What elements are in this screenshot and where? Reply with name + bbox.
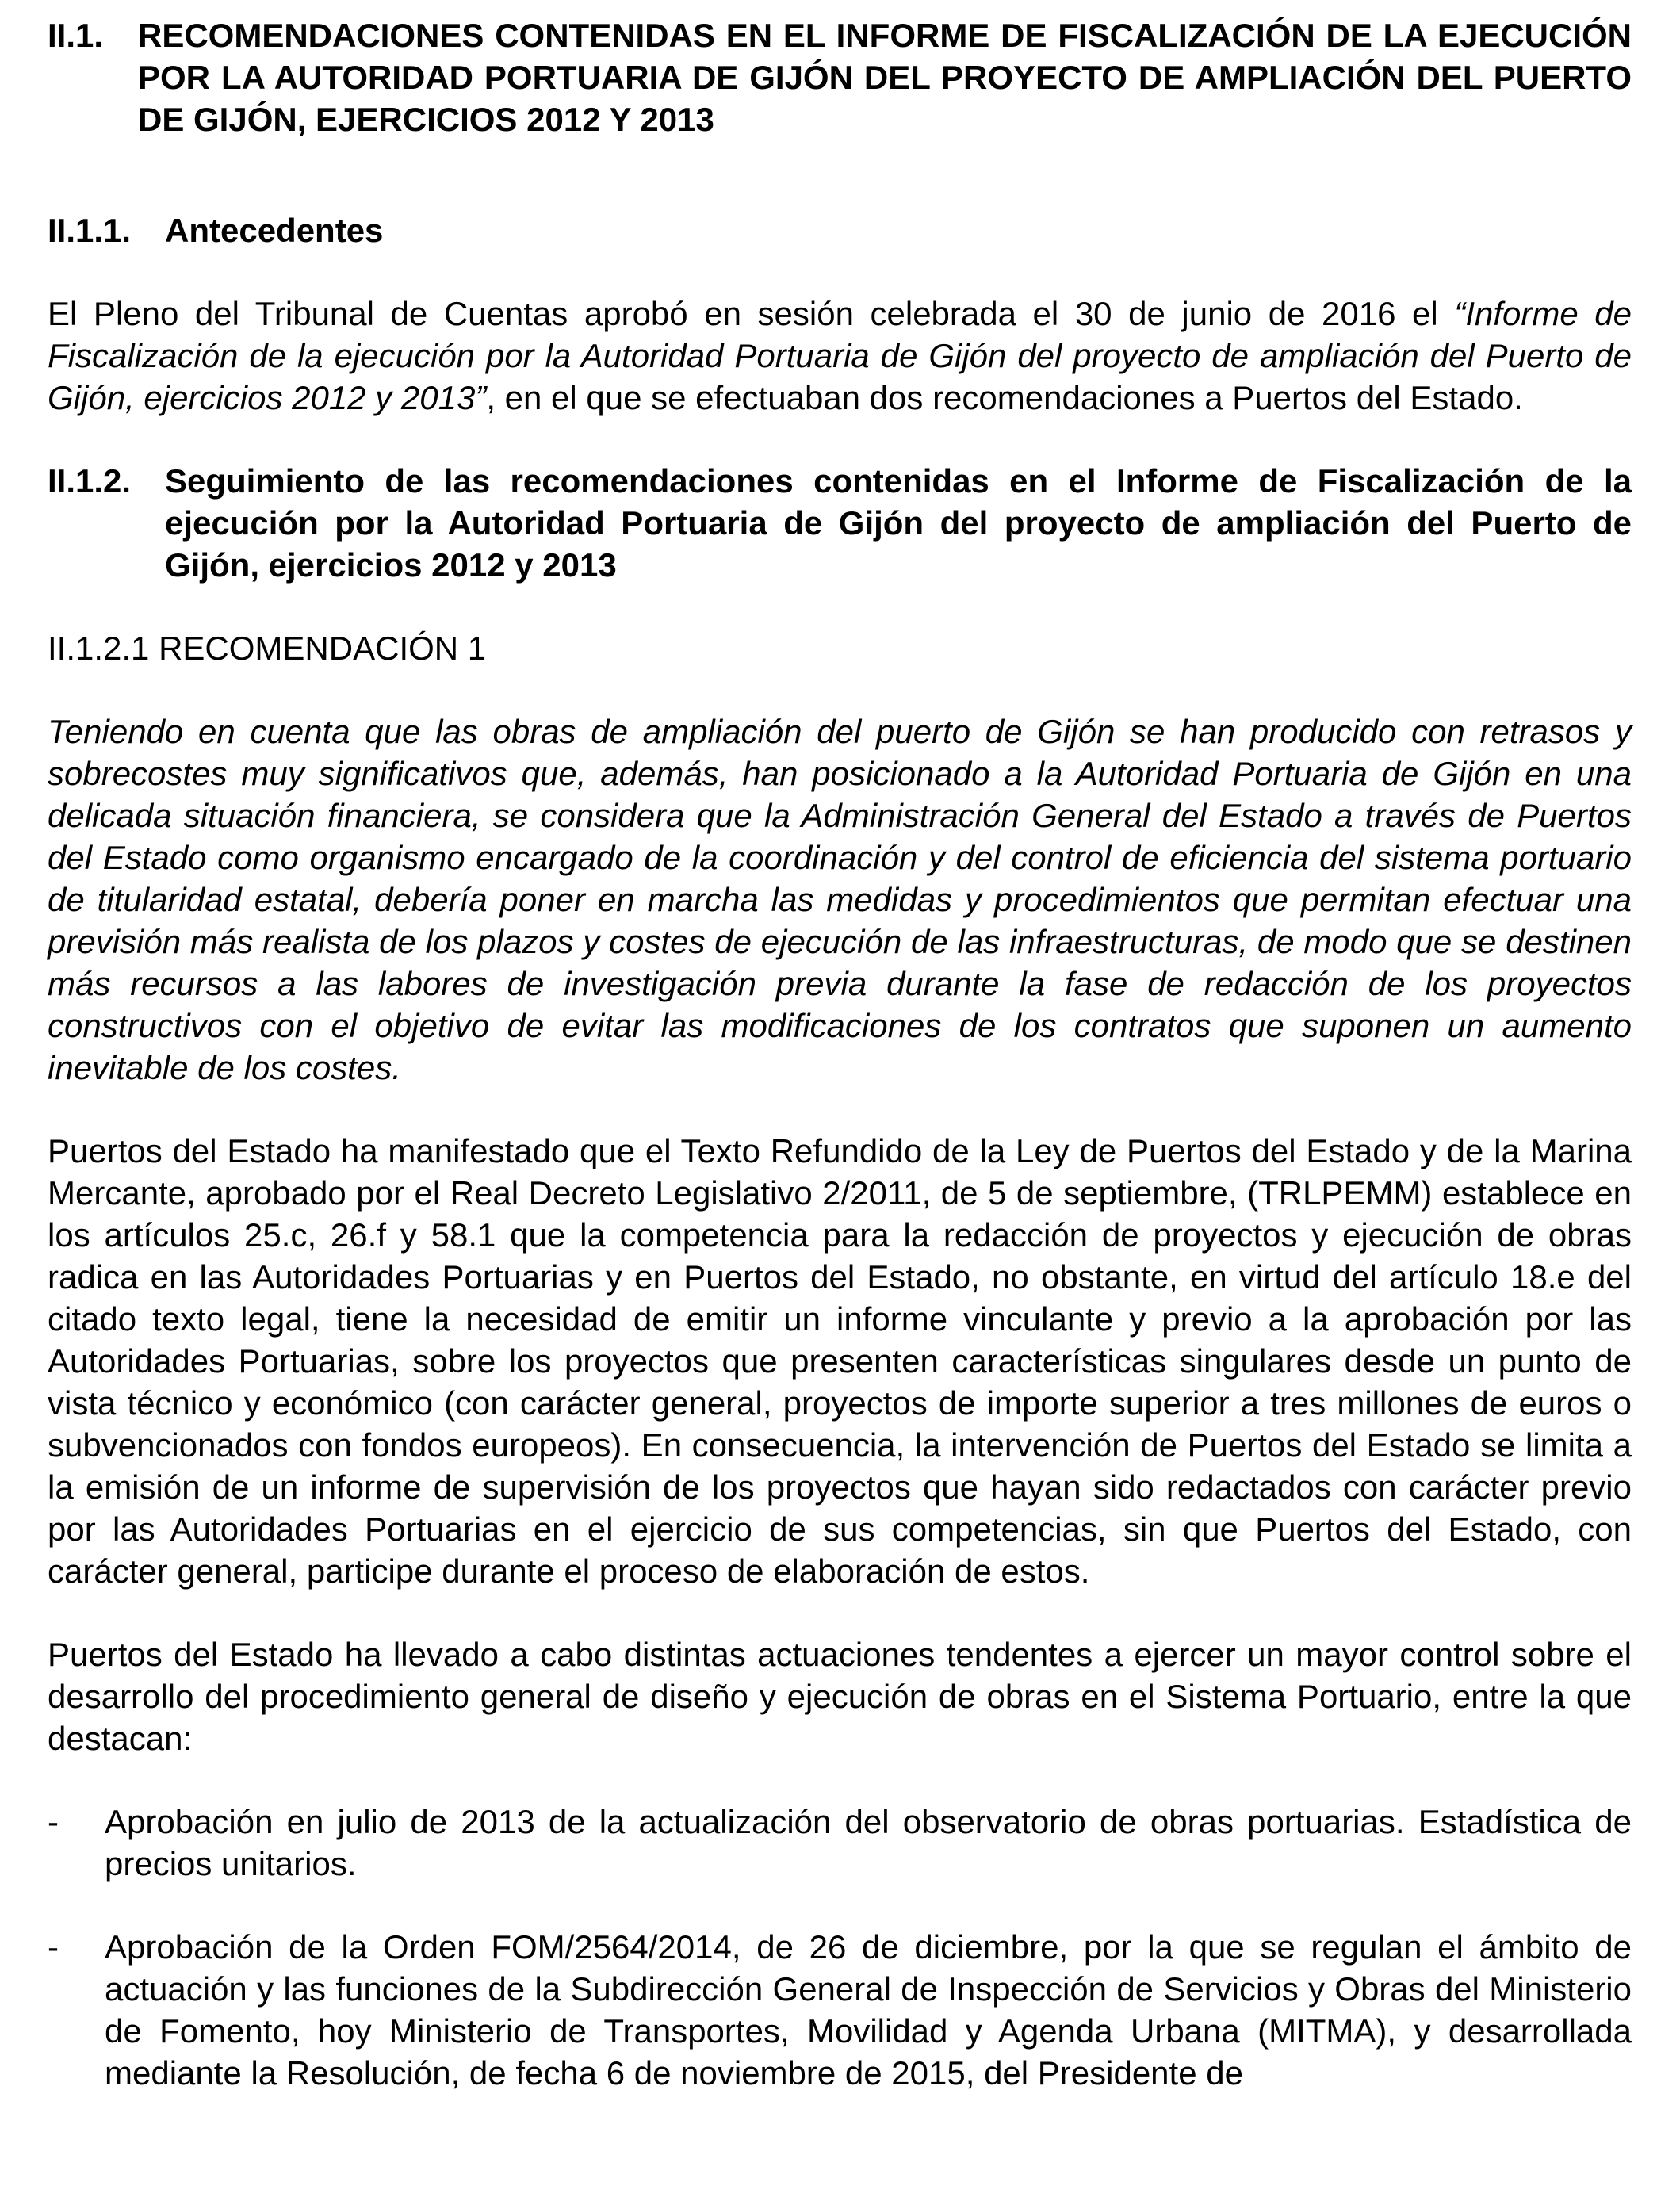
antecedentes-text-before: El Pleno del Tribunal de Cuentas aprobó en sesión celebrada el 30 de junio de 2016 el: [48, 295, 1455, 332]
actuaciones-list: [48, 1801, 1632, 2094]
section-number: II.1.: [48, 17, 104, 54]
recomendacion-1-heading: II.1.2.1 RECOMENDACIÓN 1: [48, 630, 487, 667]
dash-marker: -: [48, 1803, 59, 1840]
section-heading: [48, 14, 1632, 140]
recomendacion-1-paragraph-2: Puertos del Estado ha llevado a cabo distintas actuaciones tendentes a ejercer un mayor control sobre el desarrollo del procedimiento general de diseño y ejecución de obras en el Sistema Portuario, entre la que destacan:: [48, 1636, 1632, 1757]
recomendacion-1-paragraph-1: Puertos del Estado ha manifestado que el Texto Refundido de la Ley de Puertos del Estado y de la Marina Mercante, aprobado por el Real Decreto Legislativo 2/2011, de 5 de septiembre, (TRLPEMM) establece en los artículos 25.c, 26.f y 58.1 que la competencia para la redacción de proyectos y ejecución de obras radica en las Autoridades Portuarias y en Puertos del Estado, no obstante, en virtud del artículo 18.e del citado texto legal, tiene la necesidad de emitir un informe vinculante y previo a la aprobación por las Autoridades Portuarias, sobre los proyectos que presenten características singulares desde un punto de vista técnico y económico (con carácter general, proyectos de importe superior a tres millones de euros o subvencionados con fondos europeos). En consecuencia, la intervención de Puertos del Estado se limita a la emisión de un informe de supervisión de los proyectos que hayan sido redactados con carácter previo por las Autoridades Portuarias en el ejercicio de sus competencias, sin que Puertos del Estado, con carácter general, participe durante el proceso de elaboración de estos.: [48, 1132, 1632, 1590]
recomendacion-1-quote: Teniendo en cuenta que las obras de ampliación del puerto de Gijón se han producido con retrasos y sobrecostes muy significativos que, además, han posicionado a la Autoridad Portuaria de Gijón en una delicada situación financiera, se considera que la Administración General del Estado a través de Puertos del Estado como organismo encargado de la coordinación y del control de eficiencia del sistema portuario de titularidad estatal, debería poner en marcha las medidas y procedimientos que permitan efectuar una previsión más realista de los plazos y costes de ejecución de las infraestructuras, de modo que se destinen más recursos a las labores de investigación previa durante la fase de redacción de los proyectos constructivos con el objetivo de evitar las modificaciones de los contratos que suponen un aumento inevitable de los costes.: [48, 713, 1632, 1086]
antecedentes-title: Antecedentes: [165, 212, 384, 249]
dash-marker: -: [48, 1928, 59, 1966]
seguimiento-heading: [48, 460, 1632, 586]
list-item-text: Aprobación de la Orden FOM/2564/2014, de 26 de diciembre, por la que se regulan el ámbito de actuación y las funciones de la Subdirección General de Inspección de Servicios y Obras del Ministerio de Fomento, hoy Ministerio de Transportes, Movilidad y Agenda Urbana (MITMA), y desarrollada mediante la Resolución, de fecha 6 de noviembre de 2015, del Presidente de: [105, 1928, 1632, 2092]
antecedentes-paragraph: [48, 293, 1632, 419]
seguimiento-number: II.1.2.: [48, 462, 132, 500]
list-item: [48, 1926, 1632, 2094]
antecedentes-text-after: , en el que se efectuaban dos recomendaciones a Puertos del Estado.: [486, 379, 1523, 416]
list-item: [48, 1801, 1632, 1885]
seguimiento-title: Seguimiento de las recomendaciones contenidas en el Informe de Fiscalización de la ejecución por la Autoridad Portuaria de Gijón del proyecto de ampliación del Puerto de Gijón, ejercicios 2012 y 2013: [165, 462, 1632, 584]
section-title: RECOMENDACIONES CONTENIDAS EN EL INFORME DE FISCALIZACIÓN DE LA EJECUCIÓN POR LA AUTORIDAD PORTUARIA DE GIJÓN DEL PROYECTO DE AMPLIACIÓN DEL PUERTO DE GIJÓN, EJERCICIOS 2012 Y 2013: [138, 17, 1632, 138]
antecedentes-number: II.1.1.: [48, 212, 132, 249]
antecedentes-heading: [48, 209, 1632, 251]
document-page: [48, 14, 1632, 2135]
report-title-italic: “Informe de Fiscalización de la ejecución por la Autoridad Portuaria de Gijón del proyecto de ampliación del Puerto de Gijón, ejercicios 2012 y 2013”: [48, 295, 1632, 416]
list-item-text: Aprobación en julio de 2013 de la actualización del observatorio de obras portuarias. Estadística de precios unitarios.: [105, 1803, 1632, 1882]
